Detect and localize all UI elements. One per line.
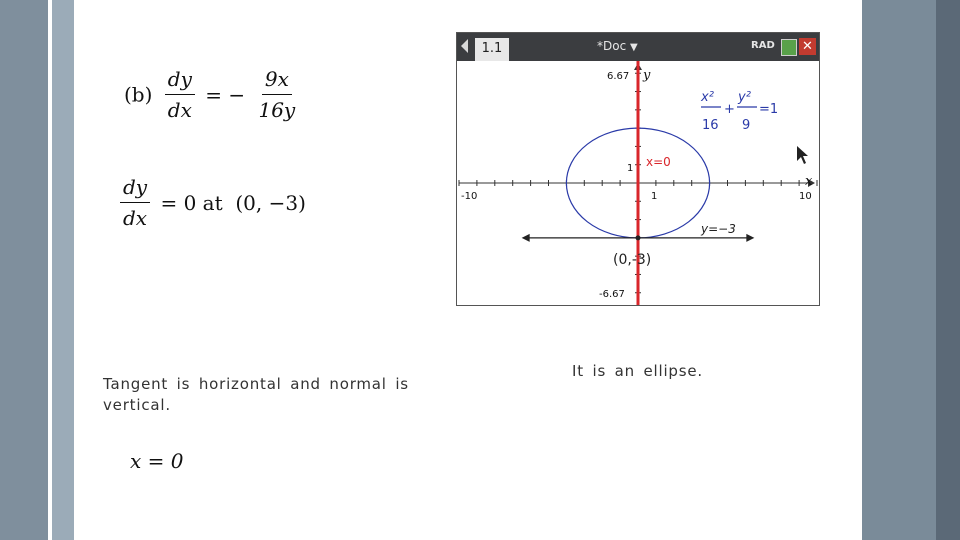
- equation-zero-at-point: [120, 174, 306, 231]
- calculator-screen: [456, 32, 820, 306]
- left-band-inner: [52, 0, 74, 540]
- fraction-9x-16y: [255, 66, 298, 123]
- dropdown-arrow-icon[interactable]: ▼: [630, 42, 638, 53]
- angle-mode: RAD: [751, 40, 775, 51]
- x-squared-term: x²: [701, 90, 714, 105]
- x-max-label: 10: [799, 191, 812, 202]
- x-axis-label: x: [805, 174, 813, 189]
- equals-one: =1: [759, 102, 779, 117]
- caption-ellipse: It is an ellipse.: [572, 362, 703, 380]
- fraction-denominator: 16y: [258, 98, 296, 122]
- point-label: (0,-3): [613, 252, 652, 268]
- y-axis-label: y: [643, 68, 651, 83]
- equation-x-equals-zero: x = 0: [130, 449, 184, 473]
- document-title-text: *Doc: [597, 39, 627, 53]
- x-min-label: -10: [461, 191, 478, 202]
- left-band-outer: [0, 0, 48, 540]
- tick-one-y-label: 1: [627, 163, 634, 174]
- y-max-label: 6.67: [607, 71, 630, 82]
- line-arrow-left: [522, 234, 530, 242]
- right-band-inner: [862, 0, 936, 540]
- line-x-label: x=0: [646, 155, 671, 169]
- mouse-cursor-icon: [797, 146, 808, 164]
- page-tab[interactable]: 1.1: [475, 38, 509, 61]
- tick-one-x-label: 1: [651, 191, 658, 202]
- fraction-dy-dx: [165, 66, 195, 123]
- equation-derivative: [124, 66, 298, 123]
- caption-tangent-normal: Tangent is horizontal and normal is vertical.: [103, 375, 409, 414]
- fraction-dy-dx: [120, 174, 150, 231]
- fraction-numerator: 9x: [262, 66, 292, 95]
- fraction-numerator: dy: [120, 174, 150, 203]
- fraction-denominator: dx: [123, 206, 148, 230]
- tangent-point: [636, 235, 641, 240]
- line-y-label: y=−3: [701, 222, 736, 236]
- close-button[interactable]: ✕: [799, 38, 816, 55]
- x-denominator: 16: [702, 118, 719, 133]
- line-arrow-right: [746, 234, 754, 242]
- y-min-label: -6.67: [599, 289, 625, 300]
- y-squared-term: y²: [738, 90, 751, 105]
- right-band-outer: [936, 0, 960, 540]
- graph-area[interactable]: [457, 33, 819, 305]
- equals-minus: = −: [205, 82, 246, 107]
- plus-sign: +: [724, 102, 735, 117]
- y-denominator: 9: [742, 118, 751, 133]
- fraction-numerator: dy: [165, 66, 195, 95]
- ellipse-equation-label: [700, 90, 778, 133]
- part-label: (b): [124, 82, 153, 107]
- fraction-denominator: dx: [167, 98, 192, 122]
- equation-rest: = 0 at (0, −3): [160, 190, 306, 215]
